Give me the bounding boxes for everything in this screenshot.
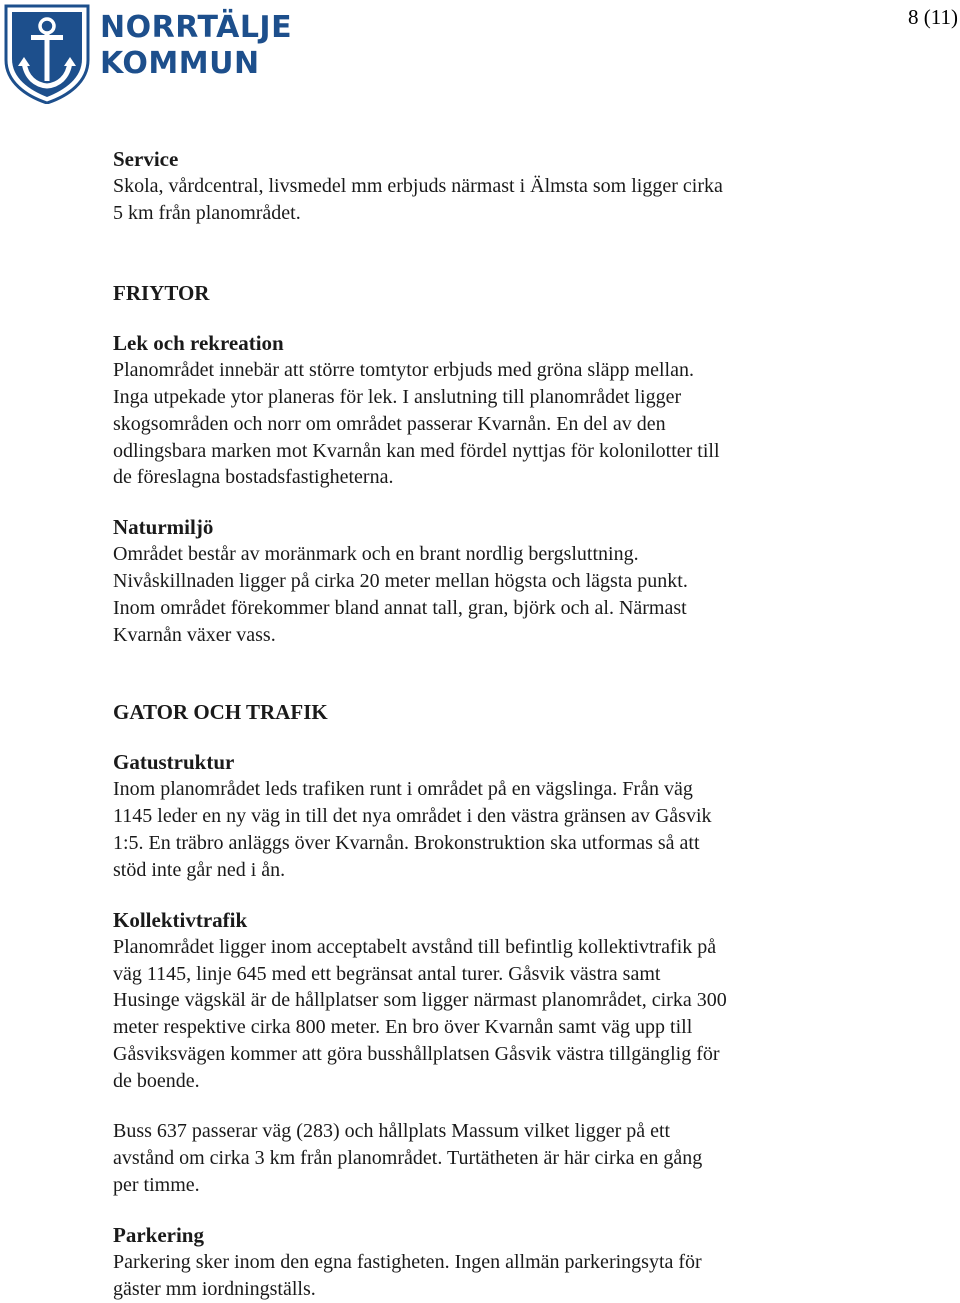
text-line: Nivåskillnaden ligger på cirka 20 meter mellan högsta och lägsta punkt.	[113, 570, 688, 593]
text-line: de föreslagna bostadsfastigheterna.	[113, 466, 394, 489]
subsection-parkering	[113, 1222, 893, 1303]
subsection-gatustruktur	[113, 749, 893, 884]
text-line: de boende.	[113, 1070, 200, 1093]
text-line: stöd inte går ned i ån.	[113, 858, 286, 881]
text-line: väg 1145, linje 645 med ett begränsat antal turer. Gåsvik västra samt	[113, 962, 661, 985]
text-line: skogsområden och norr om området passerar Kvarnån. En del av den	[113, 412, 666, 435]
heading-gatustruktur: Gatustruktur	[113, 749, 235, 774]
text-line: Husinge vägskäl är de hållplatser som ligger närmast planområdet, cirka 300	[113, 989, 727, 1012]
text-line: odlingsbara marken mot Kvarnån kan med fördel nyttjas för kolonilotter till	[113, 439, 720, 462]
logo-wordmark	[100, 10, 292, 82]
logo-line-norrtalje: NORRTÄLJE	[100, 10, 293, 45]
heading-naturmiljo: Naturmiljö	[113, 515, 214, 540]
subsection-naturmiljo	[113, 514, 893, 649]
paragraph-buss-637	[113, 1118, 893, 1199]
text-line: 5 km från planområdet.	[113, 201, 301, 224]
logo-line-kommun: KOMMUN	[100, 46, 260, 81]
subsection-kollektivtrafik	[113, 907, 893, 1199]
section-service	[113, 146, 893, 227]
text-line: 1145 leder en ny väg in till det nya området i den västra gränsen av Gåsvik	[113, 804, 712, 827]
text-line: Inom planområdet leds trafiken runt i området på en vägslinga. Från väg	[113, 777, 693, 800]
heading-service: Service	[113, 147, 179, 171]
anchor-coat-of-arms-icon	[2, 2, 92, 104]
text-line: Inom området förekommer bland annat tall, gran, björk och al. Närmast	[113, 597, 687, 620]
text-line: Kvarnån växer vass.	[113, 624, 276, 647]
text-line: 1:5. En träbro anläggs över Kvarnån. Brokonstruktion ska utformas så att	[113, 831, 700, 854]
text-line: Parkering sker inom den egna fastigheten. Ingen allmän parkeringsyta för	[113, 1250, 702, 1273]
section-title-gator-och-trafik: GATOR OCH TRAFIK	[113, 699, 328, 724]
text-line: Planområdet ligger inom acceptabelt avstånd till befintlig kollektivtrafik på	[113, 935, 717, 958]
heading-parkering: Parkering	[113, 1222, 204, 1247]
heading-lek-och-rekreation: Lek och rekreation	[113, 330, 284, 355]
text-line: Skola, vårdcentral, livsmedel mm erbjuds närmast i Älmsta som ligger cirka	[113, 175, 723, 197]
text-line: Buss 637 passerar väg (283) och hållplats Massum vilket ligger på ett	[113, 1120, 671, 1143]
page-header	[0, 0, 960, 110]
heading-kollektivtrafik: Kollektivtrafik	[113, 907, 248, 932]
document-body	[113, 146, 893, 1303]
text-line: Gåsviksvägen kommer att göra busshållplatsen Gåsvik västra tillgänglig för	[113, 1043, 720, 1066]
section-title-friytor: FRIYTOR	[113, 280, 210, 305]
text-line: Området består av moränmark och en brant nordlig bergsluttning.	[113, 543, 639, 566]
text-line: gäster mm iordningställs.	[113, 1277, 316, 1300]
text-line: Planområdet innebär att större tomtytor erbjuds med gröna släpp mellan.	[113, 358, 694, 381]
text-line: meter respektive cirka 800 meter. En bro över Kvarnån samt väg upp till	[113, 1016, 693, 1039]
subsection-lek-och-rekreation	[113, 330, 893, 492]
text-line: per timme.	[113, 1173, 200, 1196]
text-line: avstånd om cirka 3 km från planområdet. Turtätheten är här cirka en gång	[113, 1146, 703, 1169]
text-line: Inga utpekade ytor planeras för lek. I anslutning till planområdet ligger	[113, 385, 682, 408]
page-number: 8 (11)	[908, 5, 958, 29]
municipality-logo	[2, 2, 292, 104]
